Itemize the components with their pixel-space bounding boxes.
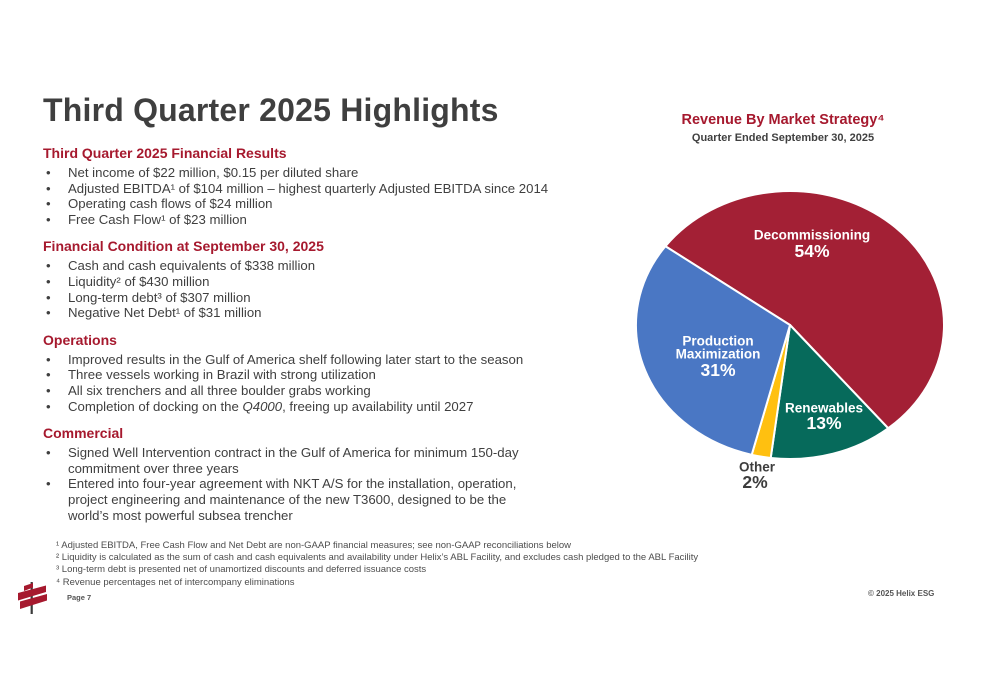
- bullet-item: • Free Cash Flow¹ of $23 million: [43, 212, 643, 228]
- section-heading: Operations: [43, 331, 117, 348]
- pie-label-production-maximization: Maximization: [675, 346, 761, 362]
- pie-chart: [625, 180, 955, 510]
- section-financial-condition: [43, 238, 643, 320]
- footnote: ¹ Adjusted EBITDA, Free Cash Flow and Net Debt are non-GAAP financial measures; see non-GAAP reconciliations below: [56, 540, 572, 551]
- pie-label-production-maximization: Production: [682, 333, 754, 349]
- bullet-list: [43, 352, 643, 414]
- page-number: Page 7: [67, 593, 92, 602]
- section-heading: Financial Condition at September 30, 2025: [43, 238, 324, 255]
- footnote: ³ Long-term debt is presented net of unamortized discounts and deferred issuance costs: [56, 564, 427, 576]
- footnotes: [56, 540, 698, 589]
- bullet-item: • Negative Net Debt¹ of $31 million: [43, 305, 643, 321]
- section-operations: [43, 332, 643, 414]
- page-title: Third Quarter 2025 Highlights: [43, 92, 499, 128]
- footnote: ⁴ Revenue percentages net of intercompany eliminations: [56, 576, 295, 588]
- pie-percent-other: 2%: [742, 472, 768, 492]
- pie-percent-decommissioning: 54%: [794, 241, 830, 261]
- pie-label-decommissioning: Decommissioning: [753, 227, 871, 243]
- bullet-item: • Entered into four-year agreement with NKT A/S for the installation, operation, project engineering and maintenance of the new T3600, designed to be the world’s most powerful subsea trencher: [43, 476, 643, 523]
- bullet-list: [43, 165, 643, 227]
- bullet-item: • Three vessels working in Brazil with strong utilization: [43, 367, 643, 383]
- bullet-item: • Liquidity² of $430 million: [43, 274, 643, 290]
- bullet-item: • Improved results in the Gulf of America shelf following later start to the season: [43, 352, 643, 368]
- helix-logo: [15, 582, 49, 614]
- bullet-item: • All six trenchers and all three boulder grabs working: [43, 383, 643, 399]
- footnote: ² Liquidity is calculated as the sum of cash and cash equivalents and availability under Helix’s ABL Facility, and excludes cash pledged to the ABL Facility: [56, 552, 699, 564]
- vessel-name-italic: Q4000: [242, 398, 283, 414]
- chart-header: [628, 112, 938, 144]
- bullet-item: • Cash and cash equivalents of $338 million: [43, 258, 643, 274]
- pie-percent-production-maximization: 31%: [700, 360, 736, 380]
- chart-subtitle: Quarter Ended September 30, 2025: [691, 132, 875, 144]
- bullet-item: • Completion of docking on the Q4000, freeing up availability until 2027: [43, 399, 643, 415]
- bullet-list: [43, 258, 643, 320]
- bullet-item: • Net income of $22 million, $0.15 per diluted share: [43, 165, 643, 181]
- section-heading: Third Quarter 2025 Financial Results: [43, 145, 287, 161]
- bullet-item: • Signed Well Intervention contract in the Gulf of America for minimum 150-day commitment over three years: [43, 445, 643, 476]
- section-commercial: [43, 425, 643, 523]
- copyright: © 2025 Helix ESG: [868, 589, 935, 598]
- section-heading: Commercial: [43, 425, 124, 442]
- highlights-column: [43, 92, 643, 534]
- bullet-item: • Long-term debt³ of $307 million: [43, 290, 643, 306]
- pie-percent-renewables: 13%: [806, 413, 842, 433]
- bullet-list: [43, 445, 643, 523]
- section-financial-results: [43, 145, 643, 227]
- bullet-item: • Operating cash flows of $24 million: [43, 196, 643, 212]
- pie-label-renewables: Renewables: [784, 400, 864, 416]
- chart-title: Revenue By Market Strategy⁴: [681, 112, 885, 128]
- bullet-item: • Adjusted EBITDA¹ of $104 million – highest quarterly Adjusted EBITDA since 2014: [43, 181, 643, 197]
- pie-label-other: Other: [738, 459, 776, 475]
